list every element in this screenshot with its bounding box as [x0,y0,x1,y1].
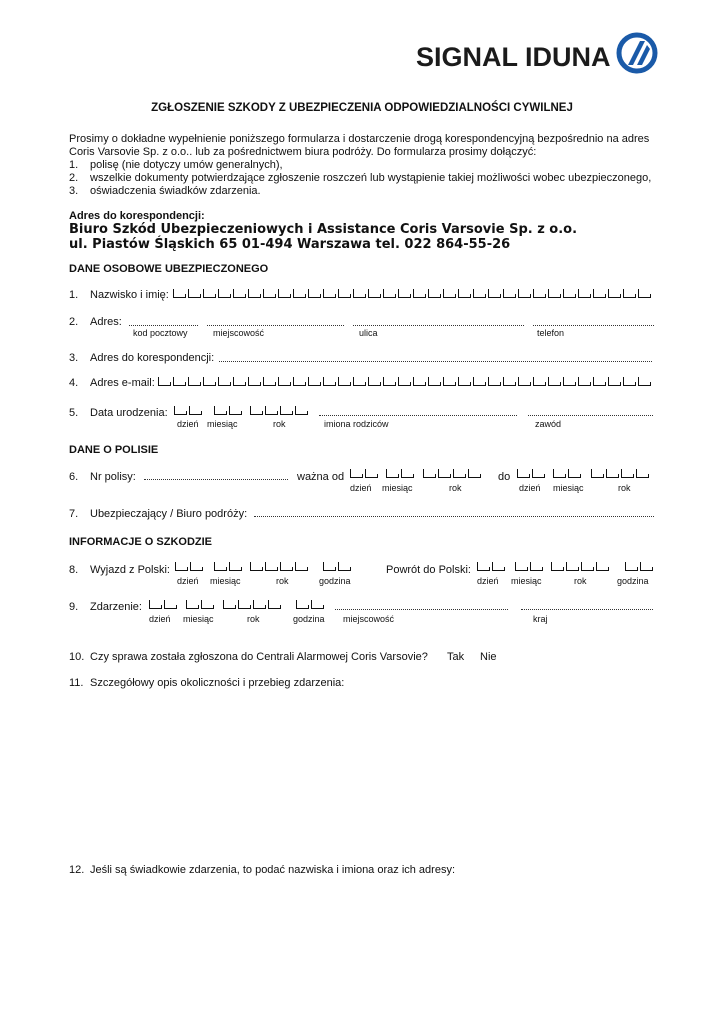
char-box[interactable] [581,562,593,571]
char-box[interactable] [386,469,398,478]
sub-label: imiona rodziców [324,419,389,429]
char-box[interactable] [401,469,413,478]
char-box[interactable] [323,562,335,571]
sub-label: dzień [149,614,171,624]
field-email-row: 4. Adres e-mail: [69,377,155,389]
char-box[interactable] [263,377,275,386]
sub-label: kraj [533,614,548,624]
char-box[interactable] [218,377,230,386]
char-box[interactable] [593,377,605,386]
sub-label: rok [247,614,260,624]
char-box[interactable] [468,469,480,478]
char-box[interactable] [428,289,440,298]
section-policy: DANE O POLISIE [69,444,159,456]
brand-name: SIGNAL IDUNA [416,42,611,72]
valid-to-label: do [498,471,511,483]
return-label: Powrót do Polski: [386,564,471,576]
sub-label: rok [273,419,286,429]
city-input[interactable] [207,316,344,326]
address-label: Adres do korespondencji: [69,210,205,222]
sub-label: miesiąc [382,483,413,493]
intro-item: 3. oświadczenia świadków zdarzenia. [69,185,261,197]
field-corr-row: 3. Adres do korespondencji: [69,352,215,364]
char-box[interactable] [173,377,185,386]
char-box[interactable] [203,289,215,298]
field-insurer-row: 7. Ubezpieczający / Biuro podróży: [69,508,248,520]
char-box[interactable] [265,562,277,571]
intro-item: 2. wszelkie dokumenty potwierdzające zgłoszenie roszczeń lub wystąpienie takiej możliwości wobec ubezpieczonego, [69,172,652,184]
field-birth-row: 5. Data urodzenia: [69,407,168,419]
char-box[interactable] [233,377,245,386]
char-box[interactable] [473,289,485,298]
char-box[interactable] [365,469,377,478]
char-box[interactable] [438,469,450,478]
witnesses-area[interactable] [69,882,654,1002]
insurer-input[interactable] [254,507,654,517]
char-box[interactable] [188,289,200,298]
char-box[interactable] [173,289,185,298]
field-description-row: 11. Szczegółowy opis okoliczności i przebieg zdarzenia: [69,677,345,689]
char-box[interactable] [477,562,489,571]
valid-to-day-boxes[interactable] [517,469,547,478]
phone-input[interactable] [533,316,654,326]
char-box[interactable] [250,562,262,571]
birth-month-boxes[interactable] [214,406,244,415]
char-box[interactable] [606,469,618,478]
intro-text [69,133,669,198]
no-option[interactable]: Nie [480,651,497,663]
field-alarm-row: 10. Czy sprawa została zgłoszona do Centrali Alarmowej Coris Varsovie? [69,651,428,663]
sub-label: miesiąc [207,419,238,429]
sub-label: dzień [519,483,541,493]
description-area[interactable] [69,695,654,855]
char-box[interactable] [503,377,515,386]
char-box[interactable] [295,562,307,571]
char-box[interactable] [174,406,186,415]
char-box[interactable] [621,469,633,478]
field-departure-row: 8. Wyjazd z Polski: [69,564,170,576]
char-box[interactable] [623,289,635,298]
sub-label: ulica [359,328,378,338]
sub-label: rok [276,576,289,586]
event-year-boxes[interactable] [223,600,283,609]
char-box[interactable] [323,377,335,386]
intro-line-1: Prosimy o dokładne wypełnienie poniższego formularza i dostarczenie drogą korespondencyjną bezpośrednio na adres [69,133,650,145]
char-box[interactable] [530,562,542,571]
char-box[interactable] [164,600,176,609]
sub-label: zawód [535,419,562,429]
char-box[interactable] [214,562,226,571]
char-box[interactable] [353,289,365,298]
valid-from-label: ważna od [297,471,345,483]
postal-code-input[interactable] [129,316,198,326]
signal-iduna-logo-icon [616,32,658,74]
sub-label: rok [618,483,631,493]
sub-label: dzień [177,576,199,586]
char-box[interactable] [566,562,578,571]
char-box[interactable] [338,377,350,386]
char-box[interactable] [608,289,620,298]
intro-line-2: Coris Varsovie Sp. z o.o.. lub za pośrednictwem biura podróży. Do formularza prosimy dołączyć: [69,146,537,158]
char-box[interactable] [563,377,575,386]
sub-label: miesiąc [553,483,584,493]
event-city-input[interactable] [335,600,508,610]
sub-label: godzina [617,576,649,586]
char-box[interactable] [383,289,395,298]
char-box[interactable] [593,289,605,298]
return-hour-boxes[interactable] [625,562,655,571]
valid-from-day-boxes[interactable] [350,469,380,478]
char-box[interactable] [265,406,277,415]
char-box[interactable] [368,289,380,298]
sub-label: rok [449,483,462,493]
valid-to-month-boxes[interactable] [553,469,583,478]
char-box[interactable] [640,562,652,571]
sub-label: dzień [350,483,372,493]
char-box[interactable] [443,289,455,298]
char-box[interactable] [278,289,290,298]
char-box[interactable] [488,377,500,386]
sub-label: godzina [293,614,325,624]
sub-label: kod pocztowy [133,328,188,338]
char-box[interactable] [578,377,590,386]
return-year-boxes[interactable] [551,562,611,571]
char-box[interactable] [229,406,241,415]
char-box[interactable] [233,289,245,298]
sub-label: miesiąc [210,576,241,586]
char-box[interactable] [443,377,455,386]
policy-number-input[interactable] [144,470,288,480]
char-box[interactable] [413,377,425,386]
sub-label: telefon [537,328,565,338]
return-day-boxes[interactable] [477,562,507,571]
street-input[interactable] [353,316,524,326]
char-box[interactable] [223,600,235,609]
field-address-row: 2. Adres: [69,316,122,328]
char-box[interactable] [190,562,202,571]
char-box[interactable] [413,289,425,298]
char-box[interactable] [563,289,575,298]
char-box[interactable] [214,406,226,415]
departure-year-boxes[interactable] [250,562,310,571]
char-box[interactable] [263,289,275,298]
char-box[interactable] [250,406,262,415]
char-box[interactable] [623,377,635,386]
form-title: ZGŁOSZENIE SZKODY Z UBEZPIECZENIA ODPOWIEDZIALNOŚCI CYWILNEJ [151,102,573,114]
char-box[interactable] [186,600,198,609]
char-box[interactable] [423,469,435,478]
char-box[interactable] [189,406,201,415]
field-event-row: 9. Zdarzenie: [69,601,142,613]
email-boxes[interactable] [158,377,653,386]
char-box[interactable] [311,600,323,609]
char-box[interactable] [515,562,527,571]
departure-hour-boxes[interactable] [323,562,353,571]
section-personal: DANE OSOBOWE UBEZPIECZONEGO [69,263,269,275]
char-box[interactable] [293,377,305,386]
char-box[interactable] [368,377,380,386]
sub-label: dzień [477,576,499,586]
char-box[interactable] [188,377,200,386]
section-damage: INFORMACJE O SZKODZIE [69,536,213,548]
parents-names-input[interactable] [319,406,517,416]
event-hour-boxes[interactable] [296,600,326,609]
char-box[interactable] [398,289,410,298]
char-box[interactable] [533,289,545,298]
name-boxes[interactable] [173,289,653,298]
event-day-boxes[interactable] [149,600,179,609]
sub-label: miejscowość [343,614,395,624]
char-box[interactable] [293,289,305,298]
char-box[interactable] [398,377,410,386]
char-box[interactable] [203,377,215,386]
sub-label: miejscowość [213,328,265,338]
char-box[interactable] [532,469,544,478]
sub-label: miesiąc [183,614,214,624]
char-box[interactable] [338,289,350,298]
valid-from-month-boxes[interactable] [386,469,416,478]
char-box[interactable] [383,377,395,386]
departure-month-boxes[interactable] [214,562,244,571]
yes-option[interactable]: Tak [447,651,465,663]
char-box[interactable] [518,377,530,386]
profession-input[interactable] [528,406,653,416]
char-box[interactable] [518,289,530,298]
char-box[interactable] [638,289,650,298]
birth-year-boxes[interactable] [250,406,310,415]
char-box[interactable] [201,600,213,609]
char-box[interactable] [218,289,230,298]
char-box[interactable] [253,600,265,609]
sub-label: miesiąc [511,576,542,586]
char-box[interactable] [453,469,465,478]
char-box[interactable] [338,562,350,571]
char-box[interactable] [229,562,241,571]
field-policy-row: 6. Nr polisy: [69,471,136,483]
return-month-boxes[interactable] [515,562,545,571]
char-box[interactable] [353,377,365,386]
valid-to-year-boxes[interactable] [591,469,651,478]
intro-item: 1. polisę (nie dotyczy umów generalnych), [69,159,283,171]
event-country-input[interactable] [521,600,653,610]
char-box[interactable] [596,562,608,571]
departure-day-boxes[interactable] [175,562,205,571]
char-box[interactable] [548,289,560,298]
char-box[interactable] [568,469,580,478]
char-box[interactable] [295,406,307,415]
char-box[interactable] [248,377,260,386]
char-box[interactable] [350,469,362,478]
field-name-row: 1. Nazwisko i imię: [69,289,169,301]
char-box[interactable] [625,562,637,571]
char-box[interactable] [492,562,504,571]
char-box[interactable] [638,377,650,386]
char-box[interactable] [458,289,470,298]
char-box[interactable] [551,562,563,571]
char-box[interactable] [578,289,590,298]
birth-day-boxes[interactable] [174,406,204,415]
address-line-1: Biuro Szkód Ubezpieczeniowych i Assistance Coris Varsovie Sp. z o.o. [69,222,578,237]
char-box[interactable] [591,469,603,478]
field-witnesses-row: 12. Jeśli są świadkowie zdarzenia, to podać nazwiska i imiona oraz ich adresy: [69,864,456,876]
char-box[interactable] [149,600,161,609]
char-box[interactable] [608,377,620,386]
char-box[interactable] [158,377,170,386]
char-box[interactable] [548,377,560,386]
char-box[interactable] [280,406,292,415]
valid-from-year-boxes[interactable] [423,469,483,478]
char-box[interactable] [473,377,485,386]
char-box[interactable] [636,469,648,478]
char-box[interactable] [248,289,260,298]
char-box[interactable] [296,600,308,609]
sub-label: dzień [177,419,199,429]
char-box[interactable] [238,600,250,609]
char-box[interactable] [488,289,500,298]
address-line-2: ul. Piastów Śląskich 65 01-494 Warszawa tel. 022 864-55-26 [69,237,511,252]
char-box[interactable] [308,289,320,298]
char-box[interactable] [517,469,529,478]
char-box[interactable] [280,562,292,571]
char-box[interactable] [458,377,470,386]
char-box[interactable] [308,377,320,386]
char-box[interactable] [175,562,187,571]
char-box[interactable] [428,377,440,386]
char-box[interactable] [268,600,280,609]
char-box[interactable] [278,377,290,386]
char-box[interactable] [503,289,515,298]
corr-address-input[interactable] [219,352,652,362]
char-box[interactable] [533,377,545,386]
char-box[interactable] [323,289,335,298]
sub-label: rok [574,576,587,586]
sub-label: godzina [319,576,351,586]
event-month-boxes[interactable] [186,600,216,609]
char-box[interactable] [553,469,565,478]
